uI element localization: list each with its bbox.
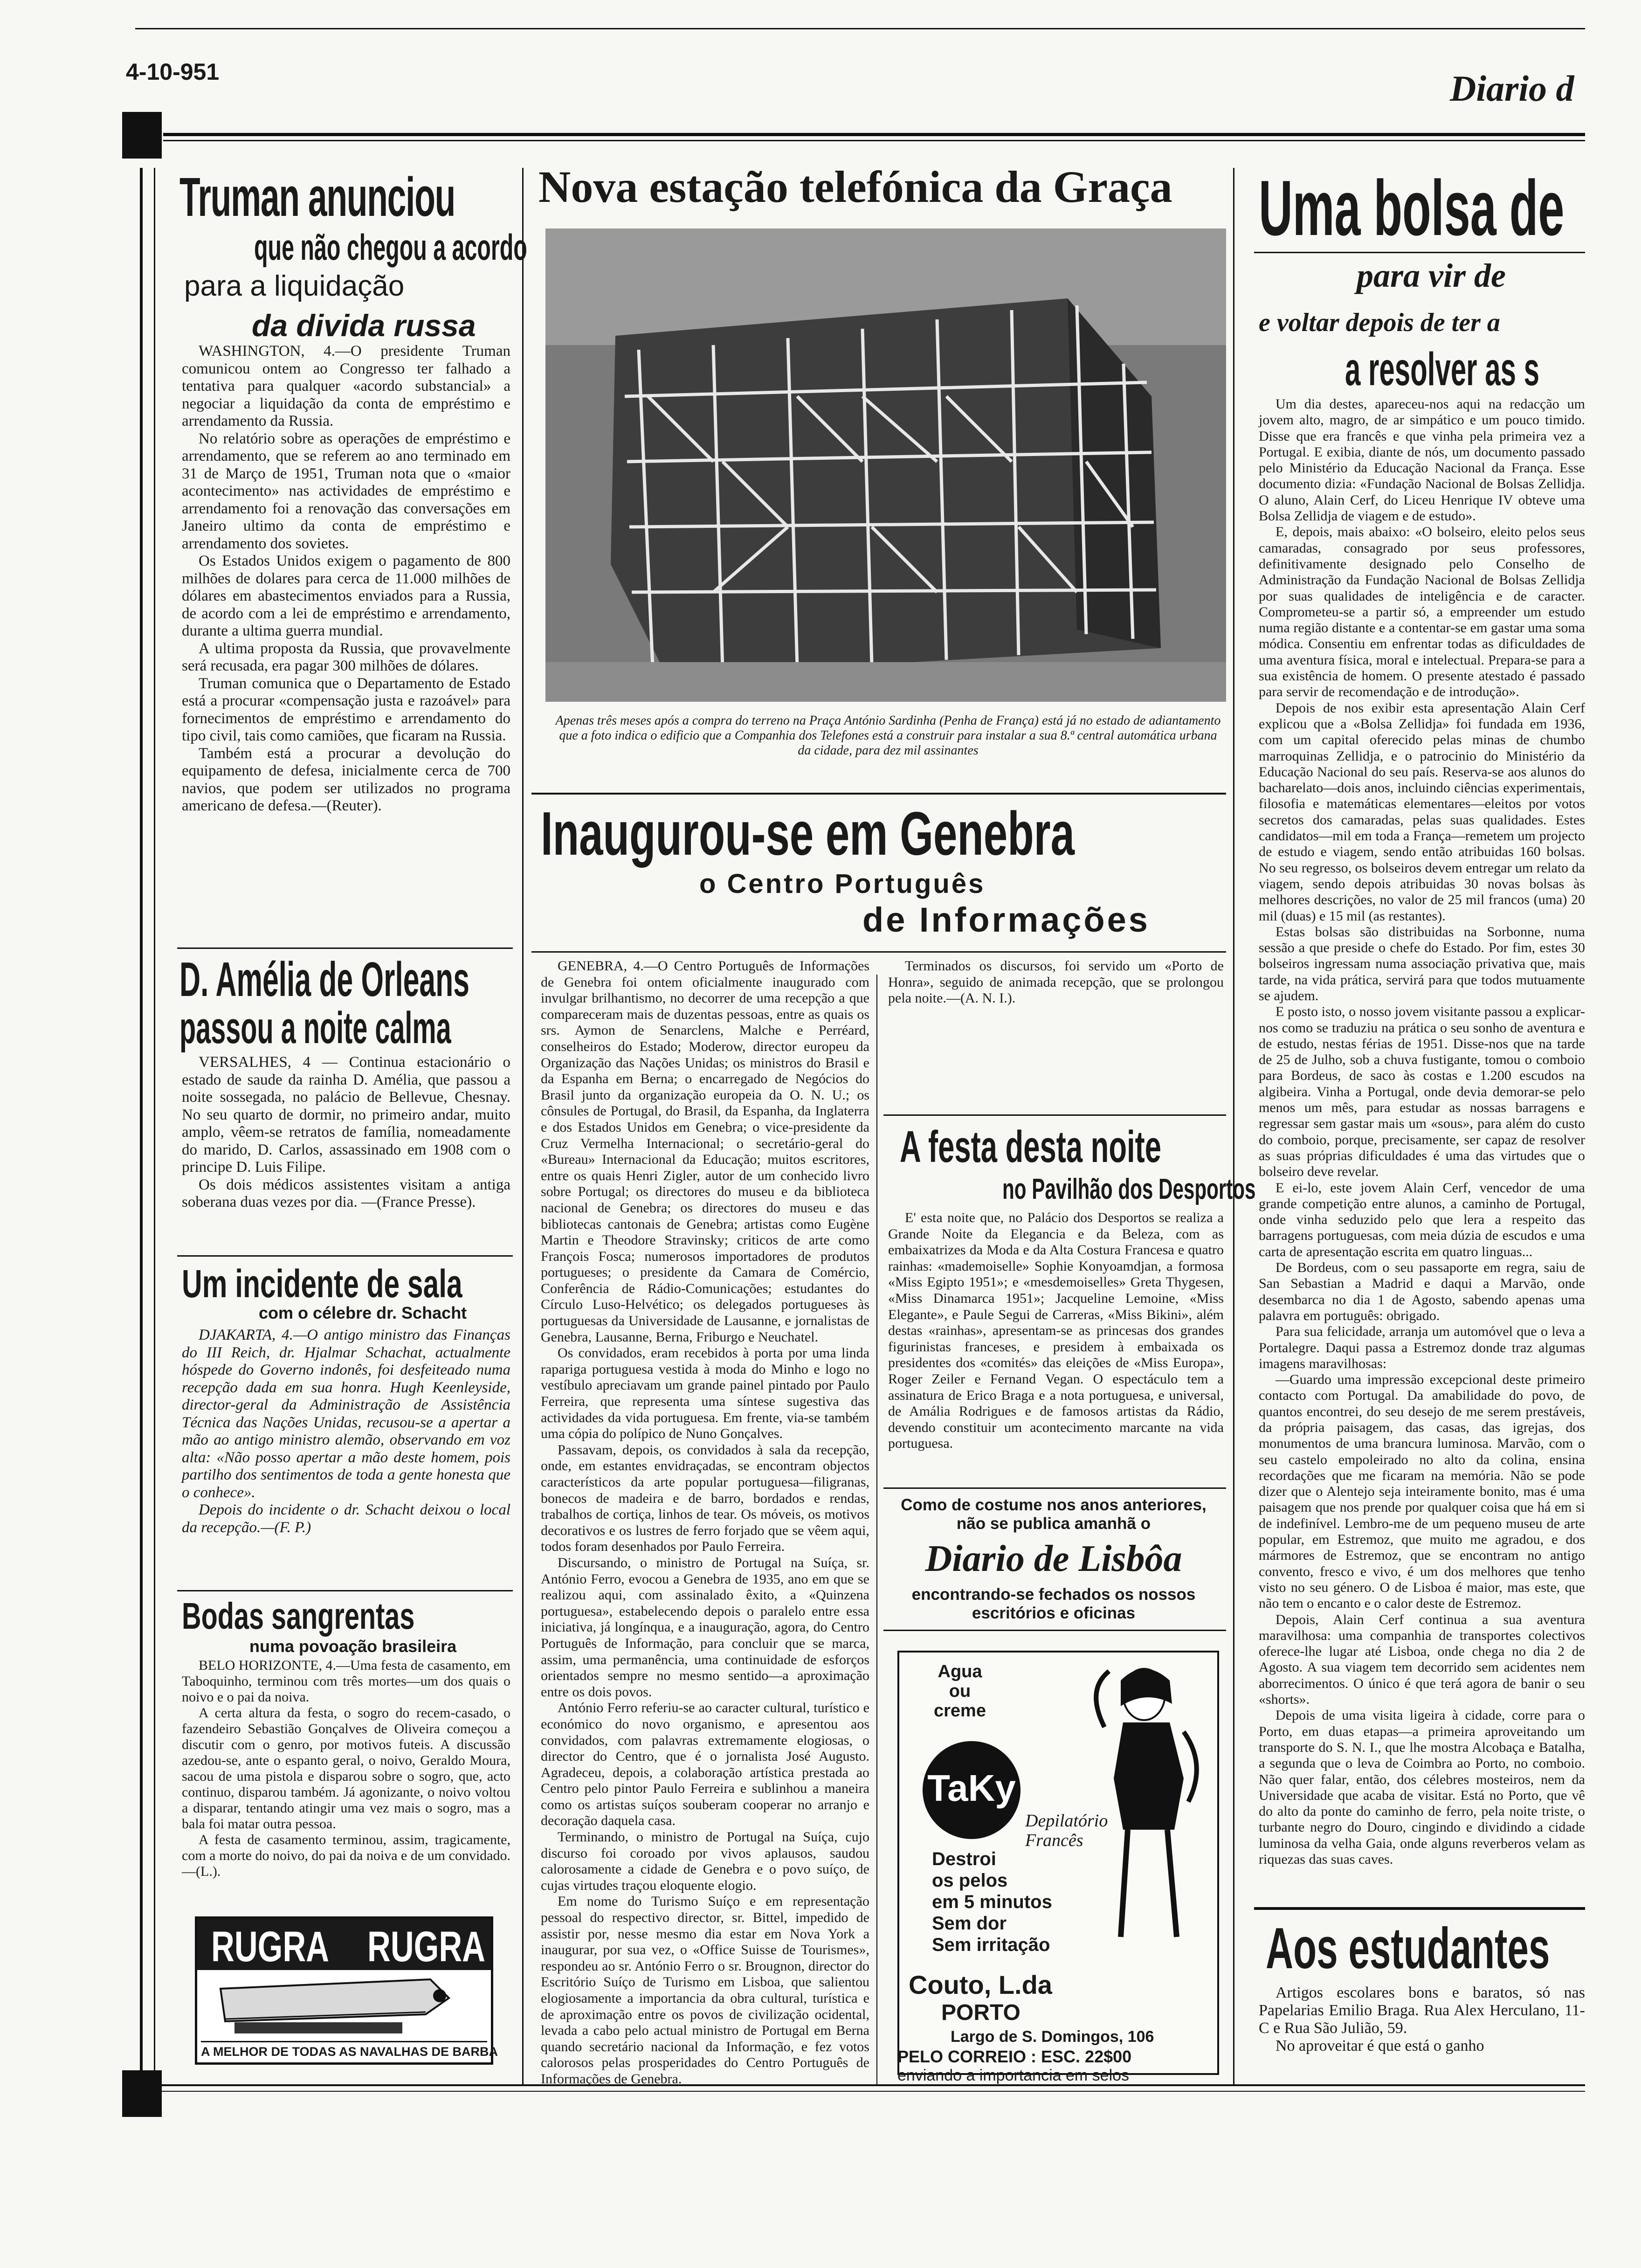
bolsa-subhead-3: a resolver as s bbox=[1345, 343, 1539, 395]
amelia-p2: Os dois médicos assistentes visitam a antiga soberana duas vezes por dia. —(France Presse). bbox=[182, 1176, 510, 1210]
taky-copy-1: Destroi bbox=[932, 1849, 996, 1869]
razor-illustration bbox=[207, 1970, 482, 2040]
telefonica-photo bbox=[545, 228, 1226, 702]
estudantes-p2: No aproveitar é que está o ganho bbox=[1276, 2037, 1484, 2054]
rule-after-incidente bbox=[177, 1590, 513, 1591]
taky-brand: TaKy bbox=[927, 1767, 1016, 1809]
bottom-rule-2 bbox=[154, 2091, 1585, 2092]
column-rule-2 bbox=[1233, 168, 1234, 2084]
bolsa-p4: Estas bolsas são distribuidas na Sorbonne, numa sessão a que preside o chefe do Estado. Por fim, estes 30 bolseiros ingressam numa associação privativa que, mais tarde, na vida prática, servirá para que todos mutuamente se ajudem. bbox=[1259, 924, 1585, 1003]
taky-copy-2: os pelos bbox=[932, 1870, 1008, 1891]
rugra-brand-right: RUGRA bbox=[367, 1923, 485, 1971]
column-rule-genebra-mid bbox=[876, 975, 877, 2084]
registration-mark-top bbox=[122, 112, 162, 159]
festa-headline: A festa desta noite bbox=[900, 1122, 1161, 1172]
genebra-subhead-2: de Informações bbox=[862, 900, 1150, 939]
aviso-rule-top bbox=[883, 1487, 1226, 1489]
aviso-newspaper-title: Diario de Lisbôa bbox=[925, 1538, 1182, 1579]
bolsa-p2: E, depois, mais abaixo: «O bolseiro, eleito pelos seus camaradas, consagrado por seus professores, definitivamente designado pelo Conselho de Administração da Fundação Nacional de Bolsas Zellidja por suas qualidades de inteligência e de caracter. Comprometeu-se a partir só, a empreender um estudo numa região distante e a contentar-se em gastar uma soma módica. Consentiu em enfrentar todas as dificuldades de uma aventura física, moral e intelectual. Prepara-se para a sua existência de homem. O presente atestado é passado para servir de recomendação e de introdução». bbox=[1259, 524, 1585, 700]
bodas-headline: Bodas sangrentas bbox=[182, 1595, 415, 1637]
razor-handle bbox=[234, 2022, 402, 2033]
incidente-article bbox=[182, 1327, 510, 1536]
taky-ad bbox=[897, 1651, 1219, 2075]
bolsa-article bbox=[1259, 396, 1585, 1867]
estudantes-article bbox=[1259, 1984, 1585, 2055]
bodas-p1: BELO HORIZONTE, 4.—Uma festa de casamento, em Taboquinho, terminou com três mortes—um dos quais o noivo e o pai da noiva. bbox=[182, 1658, 510, 1705]
column-rule-left-inner bbox=[154, 168, 155, 2089]
truman-p6: Também está a procurar a devolução do equipamento de defesa, inicialmente cerca de 700 navios, que podem ser utilizados no programa americano de defesa.—(Reuter). bbox=[182, 745, 510, 814]
truman-headline: Truman anunciou bbox=[179, 166, 455, 228]
genebra-subhead-1: o Centro Português bbox=[699, 869, 986, 899]
taky-script: Depilatório Francês bbox=[1025, 1811, 1108, 1850]
rugra-tagline: A MELHOR DE TODAS AS NAVALHAS DE BARBA bbox=[201, 2041, 487, 2061]
top-rule bbox=[135, 28, 1585, 29]
truman-subhead-1: que não chegou a acordo bbox=[254, 227, 527, 268]
incidente-p2: Depois do incidente o dr. Schacht deixou o local da recepção.—(F. P.) bbox=[182, 1501, 510, 1536]
rugra-ad bbox=[195, 1916, 498, 2065]
genebra-p1: GENEBRA, 4.—O Centro Português de Informações de Genebra foi ontem oficialmente inaugurado com invulgar brilhantismo, no decorrer de uma recepção a que compareceram mais de duzentas pessoas, entre as quais os srs. Aymon de Senarclens, Malche e Perréard, conselheiros do Estado; Moderow, director europeu da Organização das Nações Unidas; os ministros do Brasil e da Espanha em Berna; o encarregado de Negócios do Brasil junto da organização europeia da O. N. U.; os cônsules de Portugal, do Brasil, da Espanha, da Inglaterra e dos Estados Unidos em Genebra; o vice-presidente da Cruz Vermelha Internacional; o secretário-geral do «Bureau» Internacional da Educação; muitos escritores, entre os quais Henri Zigler, autor de um conhecido livro sobre Portugal; os directores do museu e da biblioteca nacional de Genebra; os directores do museu e das bibliotecas cantonais de Genebra; artistas como Eugène Martin e Theodore Stravinsky; criticos de arte como François Fosca; numerosos importadores de produtos portugueses; o presidente da Camara de Comércio, Conferência de Rádio-Comunicações; estudantes do Círculo Luso-Helvético; os delegados portugueses às portuguesas da Universidade de Lausanne, e jornalistas de Genebra, Lausanne, Berna, Friburgo e Neuchatel. bbox=[541, 958, 869, 1345]
bolsa-p3: Depois de nos exibir esta apresentação Alain Cerf explicou que a «Bolsa Zellidja» foi fundada em 1936, com um capital oferecido pelas minas de chumbo marroquinas Zellidja, e o patrocinio do Ministério da Educação Nacional do seu país. Reserva-se aos alunos do bacharelato—dois anos, incluindo ciências experimentais, filosofia e matemáticas elementares—eleitos por votos secretos dos camaradas, pelas suas qualidades. Estes candidatos—mil em toda a França—remetem um projecto de estudo e viagem, sendo então atribuidas 160 bolsas. No seu regresso, os bolseiros devem entregar um relato da viagem, sendo depois atribuidas 30 novas bolsas às melhores descrições, no valor de 25 mil francos (uma) 20 mil (duas) e 15 mil (as restantes). bbox=[1259, 700, 1585, 924]
amelia-p1: VERSALHES, 4 — Continua estacionário o estado de saude da rainha D. Amélia, que passou a noite sossegada, no palácio de Bellevue, Chesnay. No seu quarto de dormir, no primeiro andar, muito amplo, vêem-se retratos de família, nomeadamente do marido, D. Carlos, assassinado em 1908 com o principe D. Luis Filipe. bbox=[182, 1054, 510, 1175]
estudantes-headline: Aos estudantes bbox=[1266, 1916, 1550, 1981]
bottom-rule-1 bbox=[154, 2084, 1585, 2086]
amelia-article bbox=[182, 1054, 510, 1211]
aviso-notice-line1: Como de costume nos anos anteriores, não se publica amanhã o bbox=[901, 1496, 1207, 1533]
masthead-rule-2 bbox=[163, 140, 1585, 141]
bolsa-p7: De Bordeus, com o seu passaporte em regra, saiu de San Sebastian a Madrid e daqui a Marvão, onde desembarca no dia 1 de Agosto, sabendo apenas uma palavra em português: obrigado. bbox=[1259, 1260, 1585, 1323]
truman-p3: Os Estados Unidos exigem o pagamento de 800 milhões de dolares para cerca de 11.000 milhões de dólares em abastecimentos enviados para a Russia, de acordo com a lei de empréstimo e arrendamento, durante a ultima guerra mundial. bbox=[182, 553, 510, 639]
genebra-p7: Em nome do Turismo Suíço e em representação pessoal do respectivo director, sr. Bittel, impedido de assistir por, nesse mesmo dia estar em Nova York a inaugurar, por sua vez, o «Office Suisse de Tourismes», respondeu ao sr. António Ferro o sr. Brougnon, director do Escritório Suíço de Turismo em Lisboa, que salientou elogiosamente a importancia da obra cultural, turística e de aproximação entre os povos de civilização ocidental, levada a cabo pelo actual ministro de Portugal em Berna quando secretário nacional da Informação, e fez votos calorosos pelas prosperidades do Centro Português de Informações de Genebra. bbox=[541, 1894, 869, 2087]
telefonica-headline: Nova estação telefónica da Graça bbox=[538, 162, 1172, 212]
taky-city: PORTO bbox=[941, 2000, 1020, 2025]
rugra-brand-left: RUGRA bbox=[211, 1923, 329, 1971]
taky-top: Agua ou creme bbox=[934, 1662, 986, 1721]
taky-copy-3: em 5 minutos bbox=[932, 1892, 1052, 1912]
aviso-rule-bottom bbox=[883, 1630, 1226, 1631]
festa-article bbox=[888, 1210, 1224, 1452]
taky-woman-figure bbox=[1076, 1662, 1212, 1942]
truman-p1: WASHINGTON, 4.—O presidente Truman comunicou ontem ao Congresso ter falhado a tentativa para qualquer «acordo substancial» a negociar a liquidação da conta de empréstimo e arrendamento da Russia. bbox=[182, 343, 510, 429]
genebra-p5: António Ferro referiu-se ao caracter cultural, turístico e económico do novo organismo, e apresentou aos convidados, com palavras extremamente elogiosas, o director do Centro, que é o jornalista José Augusto. Agradeceu, depois, a colaboração artística prestada ao Centro pelo pintor Paulo Ferreira e sublinhou a maneira como os artistas suíços souberam cooperar no arranjo e decoração daquela casa. bbox=[541, 1700, 869, 1829]
taky-copy-5: Sem irritação bbox=[932, 1935, 1050, 1955]
bodas-article bbox=[182, 1658, 510, 1880]
incidente-subhead: com o célebre dr. Schacht bbox=[259, 1303, 467, 1322]
taky-copy-4: Sem dor bbox=[932, 1913, 1007, 1934]
rule-before-festa bbox=[883, 1114, 1226, 1116]
genebra-head-rule bbox=[531, 951, 1226, 953]
incidente-p1: DJAKARTA, 4.—O antigo ministro das Finanças do III Reich, dr. Hjalmar Schachat, actualmente hóspede do Governo indonês, foi desfeiteado numa recepção dada em sua honra. Hugh Keenleyside, director-geral da Administração de Assistência Técnica das Nações Unidas, recusou-se a apertar a mão ao antigo ministro alemão, observando em voz alta: «Não posso apertar a mão deste homem, pois partilho dos sentimentos de toda a gente honesta que o conhece». bbox=[182, 1327, 510, 1501]
bolsa-headline: Uma bolsa de bbox=[1259, 164, 1565, 252]
bolsa-subhead-1: para vir de bbox=[1357, 257, 1506, 294]
aviso-notice-line2: encontrando-se fechados os nossos escritórios e oficinas bbox=[911, 1585, 1196, 1622]
bolsa-p6: E ei-lo, este jovem Alain Cerf, vencedor de uma grande competição entre alunos, a caminho de Portugal, onde vinha seduzido pelo que lera a respeito das barragens portuguesas, com meia dúzia de escudos e uma carta de apresentação escrita em quatro linguas... bbox=[1259, 1180, 1585, 1259]
razor-pivot bbox=[433, 1989, 446, 2002]
bolsa-p11: Depois de uma visita ligeira à cidade, corre para o Porto, em duas etapas—a primeira aproveitando um transporte do S. N. I., que lhe mostra Alcobaça e Batalha, a segunda que o leva de Coimbra ao Porto, no comboio. Não quer falar, então, dos célebres mosteiros, nem da Universidade que acaba de visitar. Está no Porto, que vê do alto da ponte do caminho de ferro, pela noite triste, o turbante negro do Douro, cingindo e dividindo a cidade luminosa da velha Gaia, onde alguns reverberos velam as riquezas das suas caves. bbox=[1259, 1708, 1585, 1867]
rule-after-amelia bbox=[177, 1255, 513, 1257]
bolsa-p10: Depois, Alain Cerf continua a sua aventura maravilhosa: uma companhia de transportes colectivos oferece-lhe lugar até Lisboa, onde chega no dia 2 de Agosto. A sua viagem tem decorrido sem acidentes nem aborrecimentos. O único é que terá agora de banir o seu «shorts». bbox=[1259, 1611, 1585, 1708]
bodas-subhead: numa povoação brasileira bbox=[249, 1637, 457, 1656]
column-rule-left-outer bbox=[140, 168, 143, 2089]
estudantes-p1: Artigos escolares bons e baratos, só nas Papelarias Emilio Braga. Rua Alex Herculano, 11-C e Rua São Julião, 59. bbox=[1259, 1984, 1585, 2037]
truman-p4: A ultima proposta da Russia, que provavelmente será recusada, era pagar 300 milhões de dólares. bbox=[182, 640, 510, 674]
genebra-p6: Terminando, o ministro de Portugal na Suíça, cujo discurso foi coroado por vivos aplausos, saudou calorosamente a cidade de Genebra e o povo suíço, de cujas virtudes traçou eloquente elogio. bbox=[541, 1829, 869, 1893]
masthead-title: Diario d bbox=[1450, 68, 1574, 109]
amelia-headline-1: D. Amélia de Orleans bbox=[179, 953, 469, 1007]
bodas-p2: A certa altura da festa, o sogro do recem-casado, o fazendeiro Sebastião Gonçalves de Oliveira começou a discutir com o genro, por motivos futeis. A discussão azedou-se, ante o espanto geral, o noivo, Geraldo Moura, sacou de uma pistola e disparou sobre o sogro, que, acto continuo, disparou também. Já agonizante, o noivo voltou a disparar, tentando atingir uma vez mais o sogro, mas a bala foi matar outra pessoa. bbox=[182, 1705, 510, 1832]
genebra-p4: Discursando, o ministro de Portugal na Suíça, sr. António Ferro, evocou a Genebra de 1935, ano em que se realizou aqui, com assinalado êxito, a «Quinzena portuguesa», estabelecendo depois o paralelo entre essa iniciativa, já longínqua, e a inauguração, agora, do Centro Português de Informação, para concluir que se marca, assim, uma permanência, uma continuidade de esforços orientados sempre no mesmo sentido—a aproximação entre os dois povos. bbox=[541, 1555, 869, 1700]
bolsa-subhead-2: e voltar depois de ter a bbox=[1259, 308, 1500, 337]
genebra-headline: Inaugurou-se em Genebra bbox=[541, 799, 1075, 868]
telefonica-caption: Apenas três meses após a compra do terreno na Praça António Sardinha (Penha de França) está já no estado de adiantamento que a foto indica o edificio que a Companhia dos Telefones está a construir para instalar a sua 8.ª central automática urbana da cidade, para dez mil assinantes bbox=[555, 713, 1221, 758]
page-date: 4-10-951 bbox=[126, 59, 220, 85]
genebra-p3: Passavam, depois, os convidados à sala da recepção, onde, em estantes envidraçadas, se encontram objectos característicos da arte popular portuguesa—filigranas, bonecos de madeira e de barro, bordados e rendas, trabalhos de cortiça, linhos de tear. Os móveis, os motivos decorativos e os lustres de ferro forjado que se vêem aqui, todos foram desenhados por Paulo Ferreira. bbox=[541, 1442, 869, 1555]
rule-before-estudantes bbox=[1254, 1907, 1585, 1910]
rule-after-telefonica bbox=[531, 793, 1226, 795]
bolsa-p9: —Guardo uma impressão excepcional deste primeiro contacto com Portugal. Da amabilidade do povo, de quantos encontrei, do seu desejo de me serem prestáveis, da própria paisagem, das casas, das igrejas, dos monumentos de uma brancura luminosa. Marvão, com o seu castelo empoleirado no alto da colina, ensina recordações que me ficaram na memória. Não se pode dizer que o Alentejo seja inteiramente bonito, mas é uma paisagem que nos prende por qualquer coisa que há em si de indefinível. Lembro-me de um pequeno museu de arte popular, em Estremoz, que muito me agradou, e dos mármores de Estremoz, que se encontram no antigo convento, fresco e vivo, é um dos melhores que tenho visto no seu género. O de Lisboa é maior, mas este, que não tem o encanto e o calor deste de Estremoz. bbox=[1259, 1372, 1585, 1611]
truman-subhead-3: da divida russa bbox=[252, 308, 476, 343]
festa-subhead: no Pavilhão dos Desportos bbox=[1002, 1173, 1256, 1205]
taky-mail-2: enviando a importancia em selos bbox=[897, 2067, 1130, 2084]
bolsa-p5: E posto isto, o nosso jovem visitante passou a explicar-nos como se traduziu na prática o seu sonho de aventura e de estudo, nestas férias de 1951. Disse-nos que na tarde de 25 de Julho, sob a chuva fustigante, tomou o comboio para Bordeus, de saco às costas e 1.200 escudos na algibeira. Vinha a Portugal, onde devia demorar-se pelo menos um mês, para estudar as nossas barragens e regressar sem gastar mais um «sous», para além do custo do comboio, porque, precisamente, ser capaz de resolver as suas próprias dificuldades é uma das virtudes que o bolseiro deve revelar. bbox=[1259, 1004, 1585, 1180]
column-rule-1 bbox=[522, 168, 524, 2084]
taky-address: Largo de S. Domingos, 106 bbox=[951, 2028, 1154, 2046]
genebra-article-col1 bbox=[541, 958, 869, 2088]
bolsa-head-rule bbox=[1254, 252, 1585, 253]
taky-mail: PELO CORREIO : ESC. 22$00 bbox=[897, 2047, 1132, 2066]
rule-after-truman bbox=[177, 947, 513, 949]
scaffolding-illustration bbox=[545, 228, 1226, 702]
genebra-p2: Os convidados, eram recebidos à porta por uma linda rapariga portuguesa vestida à moda do Minho e logo no vestíbulo apreciavam um grande painel pintado por Paulo Ferreira, que representa uma síntese sugestiva das actividades da vida portuguesa. Em frente, via-se também uma cópia do polípico de Nuno Gonçalves. bbox=[541, 1345, 869, 1442]
festa-p1: E' esta noite que, no Palácio dos Desportos se realiza a Grande Noite da Elegancia e da Beleza, com as embaixatrizes da Moda e da Alta Costura Francesa e quatro rainhas: «mademoiselle» Sophie Konyoamdjan, a formosa «Miss Egipto 1951»; e «mesdemoiselles» Greta Thygesen, «Miss Dinamarca 1951»; Jacqueline Lemoine, «Miss Elegante», e Paule Segui de Carreras, «Miss Bikini», além destas «rainhas», apresentam-se as princesas dos grandes figurinistas franceses, e presidem à embaixada os presidentes dos «comités» das eleições de «Miss Europa», Roger Zeiler e Fernand Vegan. O espectáculo tem a assinatura de Erico Braga e a nota portuguesa, e universal, de Amália Rodrigues e de famosos artistas da Rádio, devendo constituir um acontecimento marcante na vida portuguesa. bbox=[888, 1210, 1224, 1452]
genebra-article-col2 bbox=[888, 958, 1224, 1007]
masthead-rule-1 bbox=[163, 133, 1585, 136]
bolsa-p1: Um dia destes, apareceu-nos aqui na redacção um jovem alto, magro, de ar simpático e um pouco timido. Disse que era francês e que vinha pela primeira vez a Portugal. E exibia, diante de nós, um documento passado pelo Ministério da Educação Nacional da França. Esse documento dizia: «Fundação Nacional de Bolsas Zellidja. O aluno, Alain Cerf, do Liceu Henrique IV obteve uma Bolsa Zellidja de viagem e de estudo». bbox=[1259, 396, 1585, 524]
truman-p5: Truman comunica que o Departamento de Estado está a procurar «compensação justa e razoável» para fornecimentos de empréstimo e arrendamento do tipo civil, tais como camiões, que ficaram na Russia. bbox=[182, 675, 510, 744]
incidente-headline: Um incidente de sala bbox=[182, 1262, 462, 1306]
taky-copy bbox=[932, 1848, 1072, 1956]
genebra-p8: Terminados os discursos, foi servido um «Porto de Honra», seguido de animada recepção, que se prolongou pela noite.—(A. N. I.). bbox=[888, 958, 1224, 1006]
truman-article bbox=[182, 343, 510, 815]
bodas-p3: A festa de casamento terminou, assim, tragicamente, com a morte do noivo, do pai da noiva e de um convidado.—(L.). bbox=[182, 1832, 510, 1879]
truman-p2: No relatório sobre as operações de empréstimo e arrendamento, que se referem ao ano terminado em 31 de Março de 1951, Truman nota que o «maior acontecimento» nas actividades de empréstimo e arrendamento foi a renovação das conversações em Janeiro ultimo da conta de empréstimo e arrendamento dos sovietes. bbox=[182, 430, 510, 552]
truman-subhead-2: para a liquidação bbox=[184, 270, 405, 302]
bolsa-p8: Para sua felicidade, arranja um automóvel que o leva a Portalegre. Daqui passa a Estremoz donde traz algumas imagens maravilhosas: bbox=[1259, 1324, 1585, 1371]
taky-firm: Couto, L.da bbox=[909, 1970, 1052, 1999]
amelia-headline-2: passou a noite calma bbox=[179, 1003, 451, 1053]
